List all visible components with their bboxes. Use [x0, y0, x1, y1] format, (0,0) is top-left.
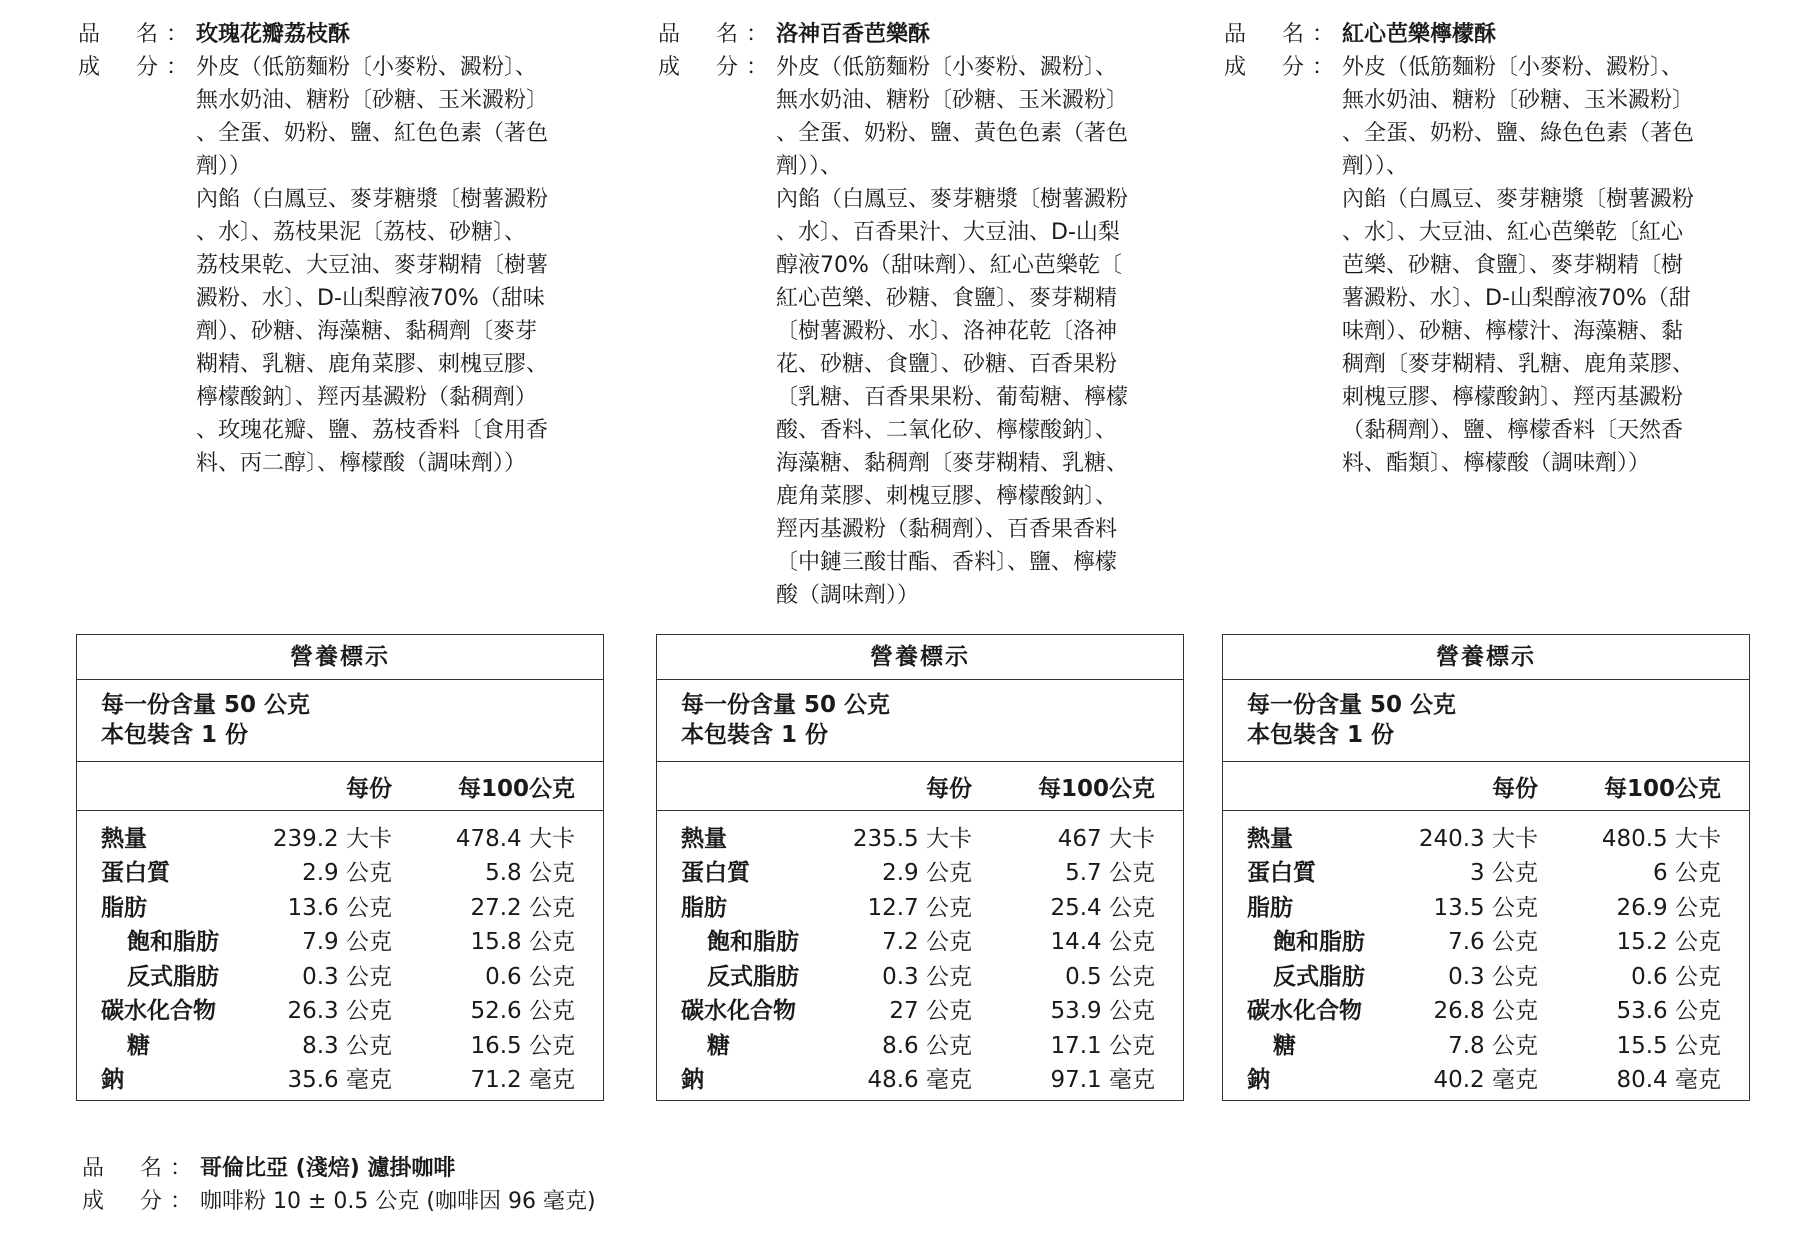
- value-per-100g: 467 大卡: [1057, 825, 1155, 852]
- value-per-serving: 3 公克: [1470, 860, 1538, 887]
- nutrition-row: [1223, 957, 1749, 992]
- nutrient-name: 脂肪: [101, 894, 147, 921]
- value-per-serving: 0.3 公克: [1448, 963, 1538, 990]
- nutrient-name: 鈉: [681, 1067, 704, 1094]
- ingredient-line: 劑））: [196, 154, 252, 179]
- ingredient-line: 料、酯類〕、檸檬酸（調味劑））: [1342, 451, 1651, 476]
- ingredient-line: 外皮（低筋麵粉〔小麥粉、澱粉〕、: [196, 55, 538, 80]
- value-per-serving: 0.3 公克: [882, 963, 972, 990]
- nutrition-row: [77, 1061, 603, 1096]
- name-label: 品 名 ：: [1224, 22, 1335, 47]
- value-per-serving: 27 公克: [889, 998, 972, 1025]
- nutrition-row: [77, 819, 603, 854]
- nutrition-row: [657, 888, 1183, 923]
- value-per-100g: 15.2 公克: [1616, 929, 1721, 956]
- ingredient-line: 無水奶油、糖粉〔砂糖、玉米澱粉〕: [1342, 88, 1695, 113]
- value-per-serving: 235.5 大卡: [852, 825, 972, 852]
- nutrient-name: 飽和脂肪: [127, 929, 219, 956]
- value-per-100g: 15.5 公克: [1616, 1032, 1721, 1059]
- nutrition-row: [657, 854, 1183, 889]
- value-per-100g: 80.4 毫克: [1616, 1067, 1721, 1094]
- product-name-row: [1224, 18, 1744, 51]
- ingredient-line: 鹿角菜膠、刺槐豆膠、檸檬酸鈉〕、: [776, 484, 1118, 509]
- value-per-serving: 239.2 大卡: [272, 825, 392, 852]
- ingredient-line: 醇液70%（甜味劑）、紅心芭樂乾〔: [776, 253, 1122, 278]
- ingredient-line: 紅心芭樂、砂糖、食鹽〕、麥芽糊精: [776, 286, 1118, 311]
- value-per-serving: 2.9 公克: [302, 860, 392, 887]
- nutrition-title: 營養標示: [77, 635, 603, 680]
- nutrient-name: 碳水化合物: [681, 998, 796, 1025]
- ingredients-label: 成 分 ：: [658, 55, 769, 80]
- value-per-100g: 480.5 大卡: [1601, 825, 1721, 852]
- ingredients-text: [776, 51, 1174, 612]
- nutrition-table-3: [1222, 634, 1750, 1101]
- nutrient-name: 糖: [1273, 1032, 1296, 1059]
- ingredient-line: 酸、香料、二氧化矽、檸檬酸鈉〕、: [776, 418, 1118, 443]
- ingredient-line: 內餡（白鳳豆、麥芽糖漿〔樹薯澱粉: [776, 187, 1129, 212]
- product-block-1: [78, 18, 598, 480]
- ingredient-line: 料、丙二醇〕、檸檬酸（調味劑））: [196, 451, 527, 476]
- nutrient-name: 熱量: [681, 825, 727, 852]
- nutrient-name: 糖: [707, 1032, 730, 1059]
- nutrition-row: [1223, 992, 1749, 1027]
- nutrition-row: [77, 888, 603, 923]
- value-per-100g: 0.6 公克: [1631, 963, 1721, 990]
- col-per-100g: 每100公克: [1603, 775, 1721, 802]
- nutrient-name: 碳水化合物: [101, 998, 216, 1025]
- product-name: 洛神百香芭樂酥: [776, 22, 931, 47]
- nutrition-row: [77, 923, 603, 958]
- ingredients-label: 成 分 ：: [78, 55, 189, 80]
- value-per-100g: 25.4 公克: [1050, 894, 1155, 921]
- ingredients-text: [1342, 51, 1740, 480]
- value-per-100g: 15.8 公克: [470, 929, 575, 956]
- product-block-3: [1224, 18, 1744, 480]
- nutrition-title: 營養標示: [1223, 635, 1749, 680]
- nutrient-name: 熱量: [1247, 825, 1293, 852]
- ingredients-label: 成 分 ：: [82, 1189, 193, 1214]
- value-per-100g: 6 公克: [1653, 860, 1721, 887]
- col-per-serving: 每份: [1492, 775, 1538, 802]
- ingredient-line: 〔中鏈三酸甘酯、香料〕、鹽、檸檬: [776, 550, 1118, 575]
- nutrition-row: [1223, 1061, 1749, 1096]
- value-per-serving: 8.3 公克: [302, 1032, 392, 1059]
- col-per-100g: 每100公克: [457, 775, 575, 802]
- serving-size: 每一份含量 50 公克: [681, 692, 891, 718]
- value-per-100g: 71.2 毫克: [470, 1067, 575, 1094]
- ingredient-line: 劑））、: [776, 154, 843, 179]
- value-per-100g: 14.4 公克: [1050, 929, 1155, 956]
- nutrition-row: [657, 819, 1183, 854]
- col-per-serving: 每份: [346, 775, 392, 802]
- product-name: 紅心芭樂檸檬酥: [1342, 22, 1497, 47]
- serving-info: [77, 680, 603, 762]
- value-per-serving: 7.6 公克: [1448, 929, 1538, 956]
- ingredient-line: 外皮（低筋麵粉〔小麥粉、澱粉〕、: [1342, 55, 1684, 80]
- nutrient-name: 飽和脂肪: [1273, 929, 1365, 956]
- ingredient-line: 檸檬酸鈉〕、羥丙基澱粉（黏稠劑）: [196, 385, 538, 410]
- ingredient-line: （黏稠劑）、鹽、檸檬香料〔天然香: [1342, 418, 1684, 443]
- nutrition-row: [657, 1026, 1183, 1061]
- ingredient-line: 〔乳糖、百香果果粉、葡萄糖、檸檬: [776, 385, 1129, 410]
- value-per-100g: 52.6 公克: [470, 998, 575, 1025]
- nutrition-row: [1223, 923, 1749, 958]
- nutrition-row: [1223, 888, 1749, 923]
- ingredient-line: 無水奶油、糖粉〔砂糖、玉米澱粉〕: [776, 88, 1129, 113]
- nutrient-name: 反式脂肪: [127, 963, 219, 990]
- ingredients-row: [78, 51, 598, 480]
- coffee-name-row: [82, 1152, 982, 1185]
- ingredient-line: 味劑）、砂糖、檸檬汁、海藻糖、黏: [1342, 319, 1684, 344]
- nutrient-name: 蛋白質: [681, 860, 750, 887]
- column-header: [77, 762, 603, 811]
- value-per-100g: 26.9 公克: [1616, 894, 1721, 921]
- nutrition-row: [1223, 1026, 1749, 1061]
- product-block-2: [658, 18, 1178, 612]
- ingredient-line: 內餡（白鳳豆、麥芽糖漿〔樹薯澱粉: [196, 187, 549, 212]
- serving-info: [657, 680, 1183, 762]
- ingredient-line: 稠劑〔麥芽糊精、乳糖、鹿角菜膠、: [1342, 352, 1695, 377]
- value-per-serving: 13.5 公克: [1433, 894, 1538, 921]
- value-per-100g: 0.5 公克: [1065, 963, 1155, 990]
- ingredient-line: 、水〕、荔枝果泥〔荔枝、砂糖〕、: [196, 220, 527, 245]
- nutrient-name: 脂肪: [681, 894, 727, 921]
- nutrition-rows: [77, 811, 603, 1095]
- nutrition-row: [657, 1061, 1183, 1096]
- ingredients-label: 成 分 ：: [1224, 55, 1335, 80]
- ingredient-line: 內餡（白鳳豆、麥芽糖漿〔樹薯澱粉: [1342, 187, 1695, 212]
- nutrition-row: [1223, 819, 1749, 854]
- ingredient-line: 劑））、: [1342, 154, 1409, 179]
- nutrition-row: [77, 854, 603, 889]
- ingredient-line: 薯澱粉、水〕、D-山梨醇液70%（甜: [1342, 286, 1691, 311]
- ingredients-row: [658, 51, 1178, 612]
- value-per-serving: 40.2 毫克: [1433, 1067, 1538, 1094]
- value-per-serving: 7.9 公克: [302, 929, 392, 956]
- ingredient-line: 酸（調味劑））: [776, 583, 920, 608]
- ingredient-line: 、玫瑰花瓣、鹽、荔枝香料〔食用香: [196, 418, 549, 443]
- ingredient-line: 、水〕、大豆油、紅心芭樂乾〔紅心: [1342, 220, 1684, 245]
- nutrient-name: 碳水化合物: [1247, 998, 1362, 1025]
- value-per-serving: 2.9 公克: [882, 860, 972, 887]
- product-name: 玫瑰花瓣荔枝酥: [196, 22, 351, 47]
- nutrient-name: 飽和脂肪: [707, 929, 799, 956]
- nutrition-row: [77, 957, 603, 992]
- name-label: 品 名 ：: [658, 22, 769, 47]
- value-per-100g: 53.6 公克: [1616, 998, 1721, 1025]
- nutrient-name: 反式脂肪: [1273, 963, 1365, 990]
- name-label: 品 名 ：: [78, 22, 189, 47]
- value-per-serving: 48.6 毫克: [867, 1067, 972, 1094]
- ingredient-line: 、全蛋、奶粉、鹽、黃色色素（著色: [776, 121, 1129, 146]
- servings-per-package: 本包裝含 1 份: [1247, 722, 1395, 748]
- value-per-100g: 16.5 公克: [470, 1032, 575, 1059]
- ingredients-text: [196, 51, 594, 480]
- ingredient-line: 海藻糖、黏稠劑〔麥芽糊精、乳糖、: [776, 451, 1129, 476]
- nutrition-rows: [657, 811, 1183, 1095]
- servings-per-package: 本包裝含 1 份: [681, 722, 829, 748]
- value-per-serving: 0.3 公克: [302, 963, 392, 990]
- nutrient-name: 糖: [127, 1032, 150, 1059]
- nutrition-row: [1223, 854, 1749, 889]
- nutrient-name: 反式脂肪: [707, 963, 799, 990]
- nutrition-row: [657, 957, 1183, 992]
- coffee-ingredients: 咖啡粉 10 ± 0.5 公克 (咖啡因 96 毫克): [200, 1189, 596, 1214]
- name-label: 品 名 ：: [82, 1156, 193, 1181]
- value-per-100g: 17.1 公克: [1050, 1032, 1155, 1059]
- value-per-100g: 0.6 公克: [485, 963, 575, 990]
- ingredient-line: 劑）、砂糖、海藻糖、黏稠劑〔麥芽: [196, 319, 538, 344]
- product-name-row: [658, 18, 1178, 51]
- product-name-row: [78, 18, 598, 51]
- value-per-serving: 35.6 毫克: [287, 1067, 392, 1094]
- value-per-100g: 5.7 公克: [1065, 860, 1155, 887]
- serving-info: [1223, 680, 1749, 762]
- nutrient-name: 熱量: [101, 825, 147, 852]
- value-per-serving: 26.3 公克: [287, 998, 392, 1025]
- nutrition-row: [657, 992, 1183, 1027]
- value-per-100g: 478.4 大卡: [455, 825, 575, 852]
- nutrition-row: [77, 992, 603, 1027]
- column-header: [1223, 762, 1749, 811]
- ingredients-row: [1224, 51, 1744, 480]
- serving-size: 每一份含量 50 公克: [101, 692, 311, 718]
- nutrient-name: 脂肪: [1247, 894, 1293, 921]
- servings-per-package: 本包裝含 1 份: [101, 722, 249, 748]
- coffee-ingredients-row: [82, 1185, 982, 1218]
- value-per-serving: 240.3 大卡: [1418, 825, 1538, 852]
- nutrition-rows: [1223, 811, 1749, 1095]
- ingredient-line: 〔樹薯澱粉、水〕、洛神花乾〔洛神: [776, 319, 1118, 344]
- nutrition-table-2: [656, 634, 1184, 1101]
- value-per-serving: 13.6 公克: [287, 894, 392, 921]
- value-per-100g: 97.1 毫克: [1050, 1067, 1155, 1094]
- nutrient-name: 鈉: [1247, 1067, 1270, 1094]
- nutrient-name: 蛋白質: [101, 860, 170, 887]
- ingredient-line: 花、砂糖、食鹽〕、砂糖、百香果粉: [776, 352, 1118, 377]
- nutrition-row: [657, 923, 1183, 958]
- ingredient-line: 糊精、乳糖、鹿角菜膠、刺槐豆膠、: [196, 352, 549, 377]
- serving-size: 每一份含量 50 公克: [1247, 692, 1457, 718]
- value-per-100g: 53.9 公克: [1050, 998, 1155, 1025]
- coffee-block: [82, 1152, 982, 1218]
- value-per-serving: 7.2 公克: [882, 929, 972, 956]
- nutrition-row: [77, 1026, 603, 1061]
- col-per-100g: 每100公克: [1037, 775, 1155, 802]
- nutrition-table-1: [76, 634, 604, 1101]
- value-per-serving: 7.8 公克: [1448, 1032, 1538, 1059]
- ingredient-line: 、全蛋、奶粉、鹽、紅色色素（著色: [196, 121, 549, 146]
- ingredient-line: 芭樂、砂糖、食鹽〕、麥芽糊精〔樹: [1342, 253, 1684, 278]
- nutrition-title: 營養標示: [657, 635, 1183, 680]
- nutrient-name: 鈉: [101, 1067, 124, 1094]
- column-header: [657, 762, 1183, 811]
- value-per-serving: 8.6 公克: [882, 1032, 972, 1059]
- col-per-serving: 每份: [926, 775, 972, 802]
- ingredient-line: 澱粉、水〕、D-山梨醇液70%（甜味: [196, 286, 545, 311]
- ingredient-line: 、全蛋、奶粉、鹽、綠色色素（著色: [1342, 121, 1695, 146]
- nutrient-name: 蛋白質: [1247, 860, 1316, 887]
- ingredient-line: 荔枝果乾、大豆油、麥芽糊精〔樹薯: [196, 253, 549, 278]
- value-per-serving: 12.7 公克: [867, 894, 972, 921]
- value-per-100g: 27.2 公克: [470, 894, 575, 921]
- ingredient-line: 刺槐豆膠、檸檬酸鈉〕、羥丙基澱粉: [1342, 385, 1684, 410]
- ingredient-line: 無水奶油、糖粉〔砂糖、玉米澱粉〕: [196, 88, 549, 113]
- ingredient-line: 外皮（低筋麵粉〔小麥粉、澱粉〕、: [776, 55, 1118, 80]
- ingredient-line: 羥丙基澱粉（黏稠劑）、百香果香料: [776, 517, 1118, 542]
- value-per-100g: 5.8 公克: [485, 860, 575, 887]
- ingredient-line: 、水〕、百香果汁、大豆油、D-山梨: [776, 220, 1120, 245]
- value-per-serving: 26.8 公克: [1433, 998, 1538, 1025]
- coffee-name: 哥倫比亞 (淺焙) 濾掛咖啡: [200, 1156, 456, 1181]
